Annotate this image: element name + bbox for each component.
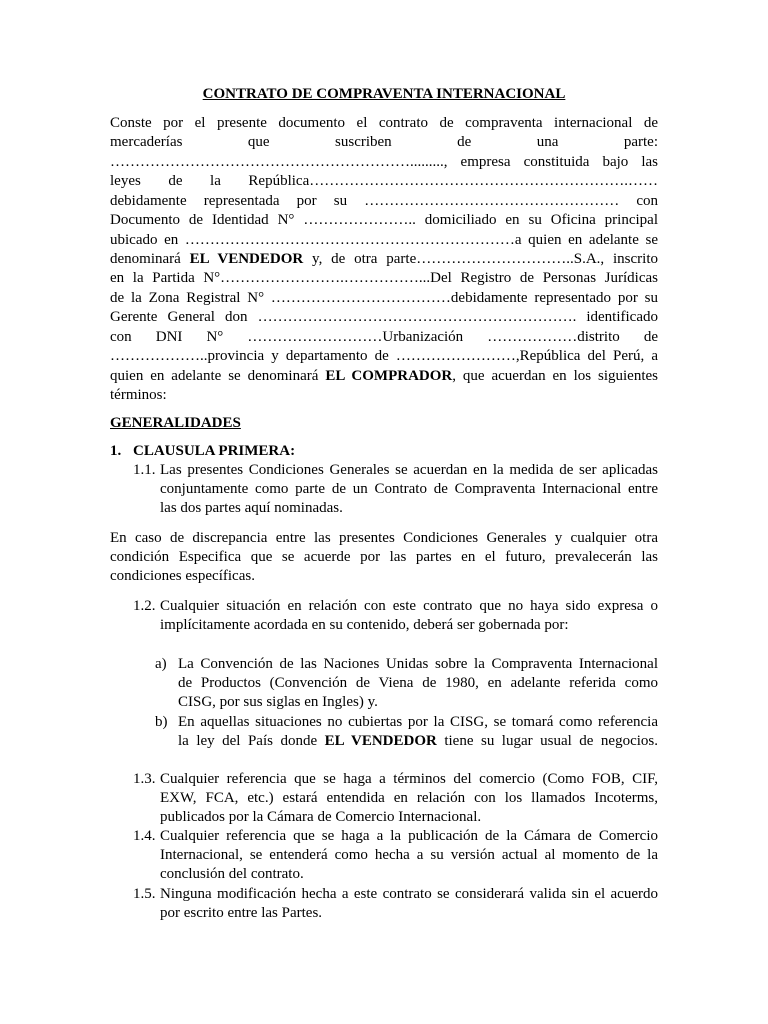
intro-line: de la Zona Registral N° ………………………………debidamente representado por su (110, 290, 658, 306)
intro-line: ………………..provincia y departamento de ……………………,República del Perú, a (110, 348, 658, 364)
item-line: por escrito entre las Partes. (160, 905, 323, 921)
item-line: las dos partes aquí nominadas. (160, 500, 343, 516)
intro-text: y, de otra parte…………………………..S.A., inscrito (303, 251, 658, 267)
paragraph-line: En caso de discrepancia entre las presentes Condiciones Generales y cualquier otra (110, 530, 658, 546)
sub-item-line: CISG, por sus siglas en Ingles) y. (178, 694, 378, 710)
seller-label: EL VENDEDOR (189, 251, 304, 267)
item-number: 1.5. (133, 886, 156, 902)
intro-text: denominará (110, 251, 190, 267)
item-line: conclusión del contrato. (160, 866, 304, 882)
buyer-label: EL COMPRADOR (325, 368, 453, 384)
intro-text: , que acuerdan en los siguientes (452, 368, 659, 384)
item-line: Cualquier referencia que se haga a términos del comercio (Como FOB, CIF, (160, 771, 658, 787)
item-line: conjuntamente como parte de un Contrato de Compraventa Internacional entre (160, 481, 658, 497)
item-line: implícitamente acordada en su contenido, deberá ser gobernada por: (160, 617, 569, 633)
item-line: EXW, FCA, etc.) estará entendida en relación con los llamados Incoterms, (160, 790, 658, 806)
item-line: Las presentes Condiciones Generales se acuerdan en la medida de ser aplicadas (160, 462, 658, 478)
intro-line: términos: (110, 387, 167, 403)
intro-line: mercaderías que suscriben de una parte: (110, 134, 658, 150)
clause-number: 1. (110, 443, 122, 459)
item-number: 1.1. (133, 462, 156, 478)
intro-line: Conste por el presente documento el contrato de compraventa internacional de (110, 115, 658, 131)
section-heading: GENERALIDADES (110, 415, 241, 431)
sub-item-line (178, 732, 658, 751)
intro-line: debidamente representada por su …………………………………………… con (110, 193, 658, 209)
item-number: 1.2. (133, 598, 156, 614)
item-line: Cualquier situación en relación con este contrato que no haya sido expresa o (160, 598, 658, 614)
paragraph-line: condiciones específicas. (110, 568, 255, 584)
intro-line (110, 250, 658, 269)
seller-label: EL VENDEDOR (324, 733, 437, 749)
intro-line: leyes de la República……………………………………………………….…… (110, 173, 658, 189)
sub-item-text: tiene su lugar usual de negocios. (436, 733, 658, 749)
sub-item-line: En aquellas situaciones no cubiertas por la CISG, se tomará como referencia (178, 714, 658, 730)
item-line: Ninguna modificación hecha a este contrato se considerará valida sin el acuerdo (160, 886, 658, 902)
item-line: Cualquier referencia que se haga a la publicación de la Cámara de Comercio (160, 828, 658, 844)
item-number: 1.4. (133, 828, 156, 844)
intro-line: con DNI N° ………………………Urbanización ………………distrito de (110, 329, 658, 345)
sub-item-line: de Productos (Convención de Viena de 1980, en adelante referida como (178, 675, 658, 691)
item-number: 1.3. (133, 771, 156, 787)
intro-line: Gerente General don ………………………………………………………. identificado (110, 309, 658, 325)
sub-item-line: La Convención de las Naciones Unidas sobre la Compraventa Internacional (178, 656, 658, 672)
sub-item-label: a) (155, 656, 167, 672)
sub-item-label: b) (155, 714, 168, 730)
item-line: publicados por la Cámara de Comercio Internacional. (160, 809, 482, 825)
intro-line (110, 367, 658, 386)
clause-heading (110, 442, 658, 461)
intro-line: ……………………………………………………........., empresa constituida bajo las (110, 154, 658, 170)
intro-line: en la Partida N°…………………….……………...Del Registro de Personas Jurídicas (110, 270, 658, 286)
paragraph-line: condición Especifica que se acuerde por las partes en el futuro, prevalecerán las (110, 549, 658, 565)
document-title: CONTRATO DE COMPRAVENTA INTERNACIONAL (202, 86, 566, 102)
intro-line: Documento de Identidad N° ………………….. domiciliado en su Oficina principal (110, 212, 658, 228)
clause-title: CLAUSULA PRIMERA: (133, 443, 296, 459)
sub-item-text: la ley del País donde (178, 733, 325, 749)
item-line: Internacional, se entenderá como hecha a su versión actual al momento de la (160, 847, 658, 863)
intro-text: quien en adelante se denominará (110, 368, 326, 384)
intro-line: ubicado en …………………………………………………………a quien en adelante se (110, 232, 658, 248)
